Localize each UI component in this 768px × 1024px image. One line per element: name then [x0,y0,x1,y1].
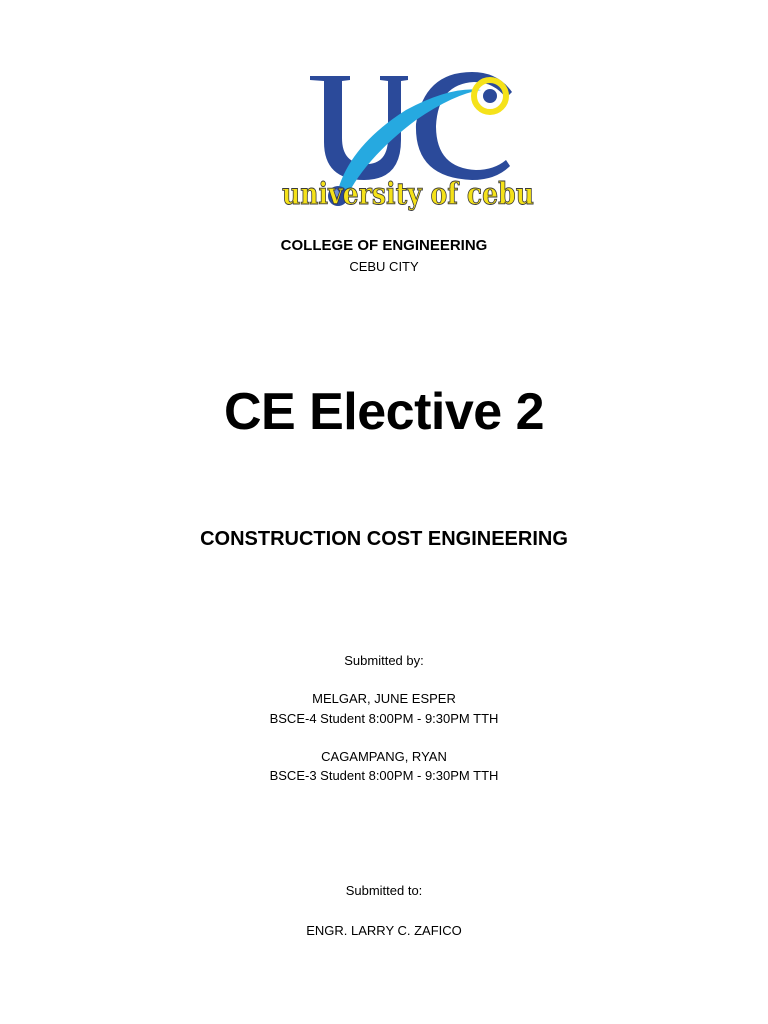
student-info: BSCE-3 Student 8:00PM - 9:30PM TTH [269,768,499,783]
city-name: CEBU CITY [349,259,419,274]
student-name: MELGAR, JUNE ESPER [312,691,456,706]
student-info: BSCE-4 Student 8:00PM - 9:30PM TTH [269,711,499,726]
logo-ring-dot [483,89,497,103]
college-name: COLLEGE OF ENGINEERING [280,237,488,254]
course-subtitle: CONSTRUCTION COST ENGINEERING [200,528,568,550]
submitted-by-label: Submitted by: [344,653,424,668]
instructor-name: ENGR. LARRY C. ZAFICO [306,923,462,938]
logo-letter-c [416,72,512,180]
university-of-cebu-logo [276,68,540,218]
student-name: CAGAMPANG, RYAN [321,749,447,764]
logo-wordmark: university of cebu [282,177,534,212]
submitted-to-label: Submitted to: [345,883,423,898]
course-title: CE Elective 2 [223,383,545,441]
